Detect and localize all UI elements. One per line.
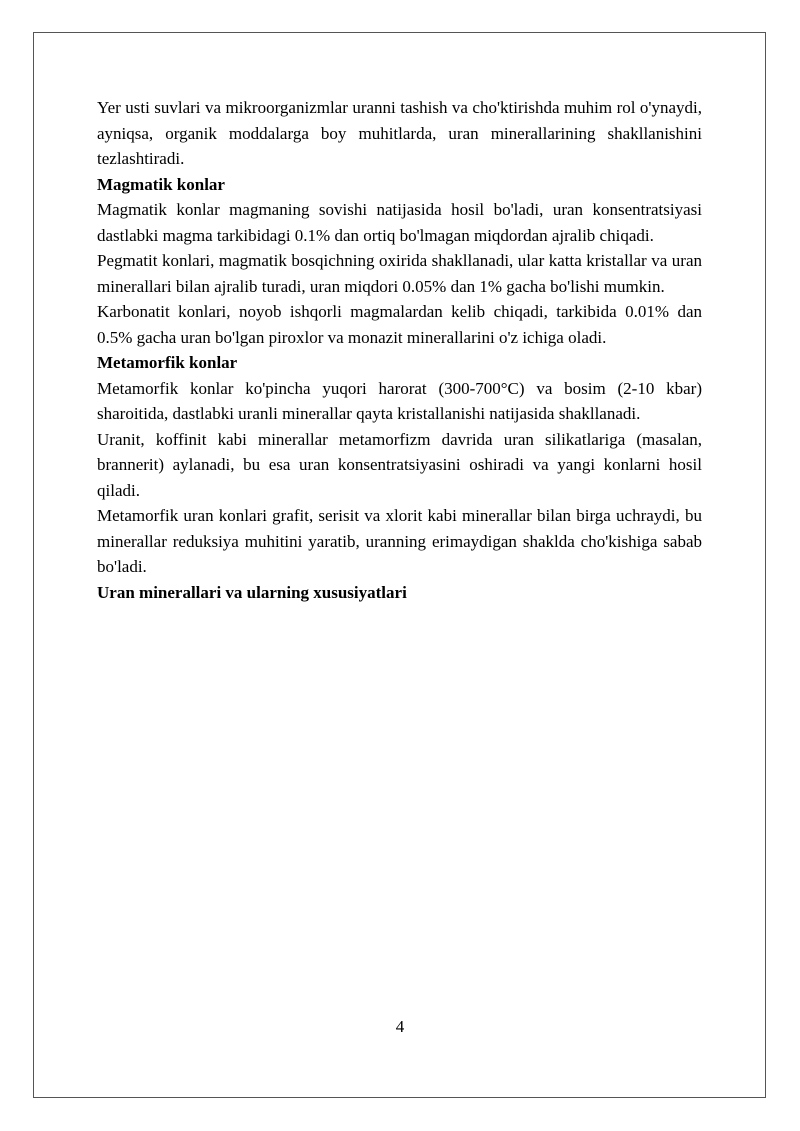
paragraph-pegmatite: Pegmatit konlari, magmatik bosqichning oxirida shakllanadi, ular katta kristallar va uran minerallari bilan ajralib turadi, uran miqdori 0.05% dan 1% gacha bo'lishi mumkin. [97,251,702,296]
paragraph-metamorphic-conditions: Metamorfik konlar ko'pincha yuqori harorat (300-700°C) va bosim (2-10 kbar) sharoitida, dastlabki uranli minerallar qayta kristallanishi natijasida shakllanadi. [97,378,702,423]
paragraph-magmatic: Magmatik konlar magmaning sovishi natijasida hosil bo'ladi, uran konsentratsiyasi dastlabki magma tarkibidagi 0.1% dan ortiq bo'lmagan miqdordan ajralib chiqadi. [97,200,702,245]
paragraph-uraninite-coffinite: Uranit, koffinit kabi minerallar metamorfizm davrida uran silikatlariga (masalan, brannerit) aylanadi, bu esa uran konsentratsiyasini oshiradi va yangi konlarni hosil qiladi. [97,429,702,500]
page-number: 4 [395,1017,405,1036]
document-body [97,95,702,605]
paragraph-surface-water: Yer usti suvlari va mikroorganizmlar uranni tashish va cho'ktirishda muhim rol o'ynaydi, ayniqsa, organik moddalarga boy muhitlarda, uran minerallarining shakllanishini tezlashtiradi. [97,98,702,168]
paragraph-metamorphic-minerals: Metamorfik uran konlari grafit, serisit va xlorit kabi minerallar bilan birga uchraydi, bu minerallar reduksiya muhitini yaratib, uranning erimaydigan shaklda cho'kishiga sabab bo'ladi. [97,506,702,576]
heading-uranium-minerals: Uran minerallari va ularning xususiyatlari [97,582,407,602]
heading-magmatic-deposits: Magmatik konlar [97,174,225,194]
heading-metamorphic-deposits: Metamorfik konlar [97,353,238,372]
paragraph-carbonatite: Karbonatit konlari, noyob ishqorli magmalardan kelib chiqadi, tarkibida 0.01% dan 0.5% gacha uran bo'lgan piroxlor va monazit minerallarini o'z ichiga oladi. [97,302,702,347]
